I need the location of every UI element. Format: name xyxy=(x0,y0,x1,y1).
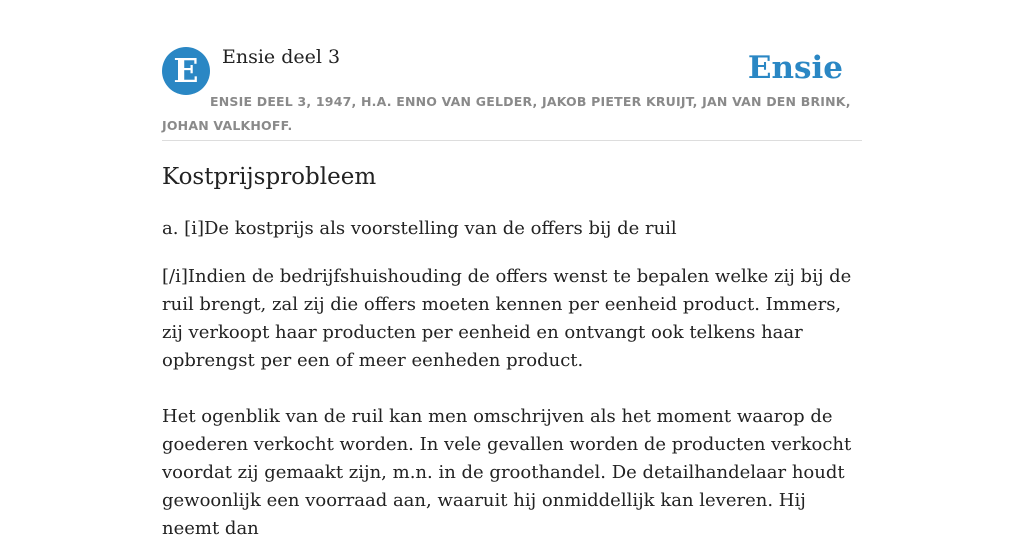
article-title: Kostprijsprobleem xyxy=(162,164,377,190)
article-paragraph: Het ogenblik van de ruil kan men omschrijven als het moment waarop de goederen verkocht worden. In vele gevallen worden de producten verkocht voordat zij gemaakt zijn, m.n. in de groothandel. De detailhandelaar houdt gewoonlijk een voorraad aan, waaruit hij onmiddellijk kan leveren. Hij neemt dan xyxy=(162,406,852,539)
document-page xyxy=(162,0,862,539)
brand-logo-link[interactable]: Ensie xyxy=(747,50,843,86)
source-logo-icon[interactable]: E xyxy=(162,47,210,95)
source-title-link[interactable]: Ensie deel 3 xyxy=(222,46,341,68)
source-header xyxy=(162,0,862,141)
article-subtitle: a. [i]De kostprijs als voorstelling van de offers bij de ruil xyxy=(162,218,677,239)
article-paragraph: [/i]Indien de bedrijfshuishouding de offers wenst te bepalen welke zij bij de ruil brengt, zal zij die offers moeten kennen per eenheid product. Immers, zij verkoopt haar producten per eenheid en ontvangt ook telkens haar opbrengst per een of meer eenheden product. xyxy=(162,266,852,371)
source-meta: ENSIE DEEL 3, 1947, H.A. ENNO VAN GELDER, JAKOB PIETER KRUIJT, JAN VAN DEN BRINK, JOHAN VALKHOFF. xyxy=(162,94,851,133)
